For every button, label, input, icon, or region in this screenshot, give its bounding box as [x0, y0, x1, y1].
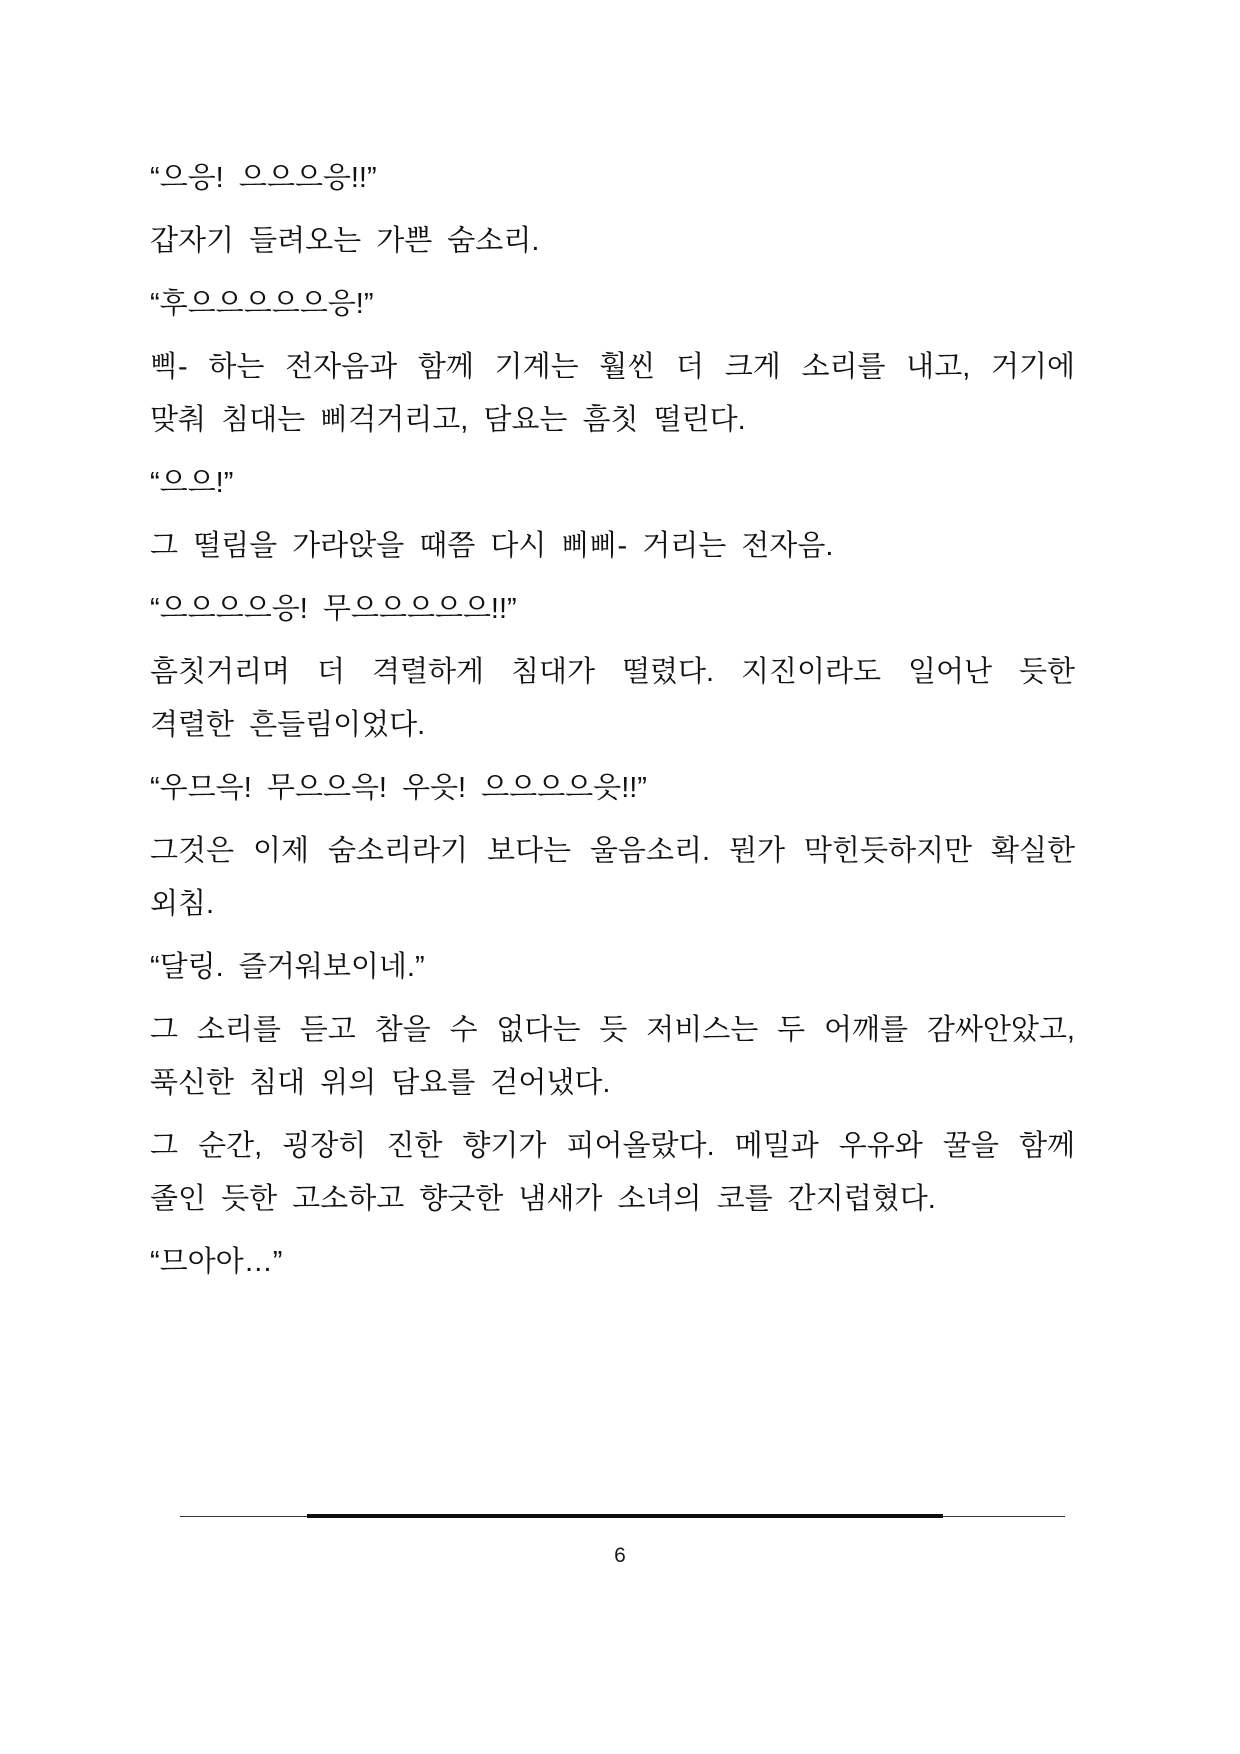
text-line: 맞춰 침대는 삐걱거리고, 담요는 흠칫 떨린다.: [150, 404, 746, 436]
text-line: “우므윽! 무으으윽! 우읏! 으으으으읏!!”: [150, 772, 647, 804]
paragraph: [150, 646, 1075, 752]
text-line: “후으으으으으응!”: [150, 288, 374, 320]
paragraph: [150, 278, 1075, 331]
paragraph: [150, 152, 1075, 205]
text-line: “으응! 으으으응!!”: [150, 162, 377, 194]
text-line: 격렬한 흔들림이었다.: [150, 709, 426, 741]
text-line: “으으!”: [150, 467, 234, 499]
text-line: 졸인 듯한 고소하고 향긋한 냄새가 소녀의 코를 간지럽혔다.: [150, 1183, 936, 1215]
paragraph: [150, 583, 1075, 636]
footnote-separator-thick-line: [307, 1514, 943, 1518]
paragraph: [150, 457, 1075, 510]
paragraph: [150, 762, 1075, 815]
paragraph: [150, 941, 1075, 994]
text-line: 그 떨림을 가라앉을 때쯤 다시 삐삐- 거리는 전자음.: [150, 530, 834, 562]
text-line: 삑- 하는 전자음과 함께 기계는 훨씬 더 크게 소리를 내고, 거기에: [150, 351, 1075, 383]
text-line: 푹신한 침대 위의 담요를 걷어냈다.: [150, 1067, 611, 1099]
paragraph: [150, 825, 1075, 931]
text-line: “므아아…”: [150, 1246, 283, 1278]
page-body-text: [150, 152, 1075, 1299]
text-line: “달링. 즐거워보이네.”: [150, 951, 425, 983]
paragraph: [150, 1120, 1075, 1226]
text-line: 흠칫거리며 더 격렬하게 침대가 떨렸다. 지진이라도 일어난 듯한: [150, 656, 1075, 688]
paragraph: [150, 341, 1075, 447]
text-line: 외침.: [150, 888, 215, 920]
page-number: 6: [614, 1544, 626, 1567]
text-line: 그 순간, 굉장히 진한 향기가 피어올랐다. 메밀과 우유와 꿀을 함께: [150, 1130, 1075, 1162]
paragraph: [150, 1236, 1075, 1289]
paragraph: [150, 520, 1075, 573]
text-line: 그 소리를 듣고 참을 수 없다는 듯 저비스는 두 어깨를 감싸안았고,: [150, 1014, 1075, 1046]
text-line: “으으으으응! 무으으으으으!!”: [150, 593, 517, 625]
text-line: 그것은 이제 숨소리라기 보다는 울음소리. 뭔가 막힌듯하지만 확실한: [150, 835, 1075, 867]
text-line: 갑자기 들려오는 가쁜 숨소리.: [150, 225, 540, 257]
paragraph: [150, 1004, 1075, 1110]
paragraph: [150, 215, 1075, 268]
